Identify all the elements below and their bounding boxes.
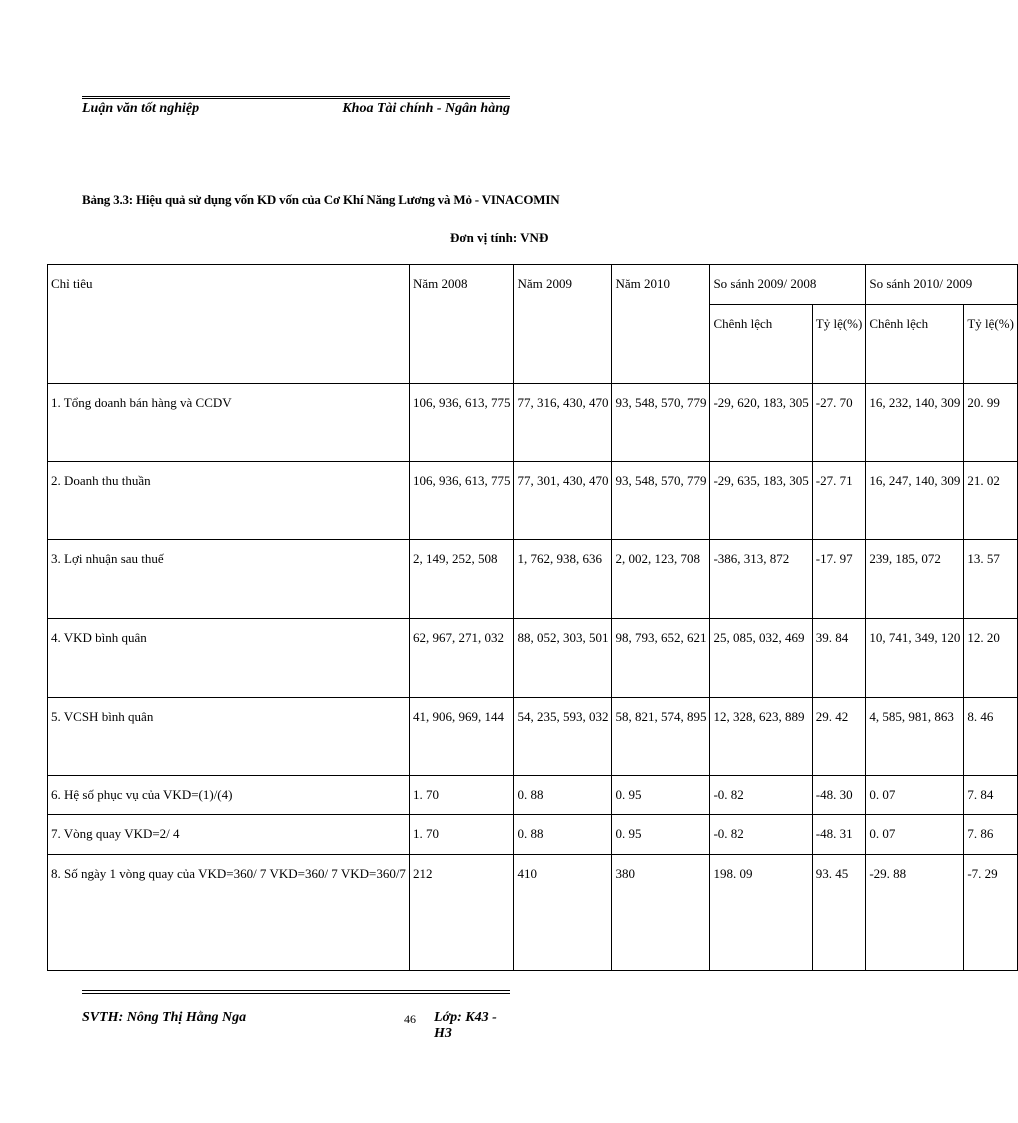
ratio-2010-2009: 8. 46 xyxy=(964,698,1018,776)
diff-2009-2008: -386, 313, 872 xyxy=(710,540,812,619)
col-header-2008: Năm 2008 xyxy=(409,265,514,384)
row-label: 6. Hệ số phục vụ của VKD=(1)/(4) xyxy=(48,776,410,815)
col-header-2010: Năm 2010 xyxy=(612,265,710,384)
ratio-2010-2009: 13. 57 xyxy=(964,540,1018,619)
ratio-2010-2009: 7. 84 xyxy=(964,776,1018,815)
col-header-compare-2010-2009: So sánh 2010/ 2009 xyxy=(866,265,1018,305)
value-2008: 212 xyxy=(409,855,514,971)
row-label: 1. Tổng doanh bán hàng và CCDV xyxy=(48,384,410,462)
diff-2009-2008: -0. 82 xyxy=(710,815,812,855)
ratio-2009-2008: -27. 71 xyxy=(812,462,866,540)
diff-2009-2008: 198. 09 xyxy=(710,855,812,971)
diff-2010-2009: 4, 585, 981, 863 xyxy=(866,698,964,776)
ratio-2009-2008: -17. 97 xyxy=(812,540,866,619)
value-2008: 1. 70 xyxy=(409,776,514,815)
ratio-2010-2009: -7. 29 xyxy=(964,855,1018,971)
row-label: 8. Số ngày 1 vòng quay của VKD=360/ 7 VKD=360/ 7 VKD=360/7 xyxy=(48,855,410,971)
ratio-2009-2008: 93. 45 xyxy=(812,855,866,971)
ratio-2009-2008: -48. 31 xyxy=(812,815,866,855)
value-2009: 1, 762, 938, 636 xyxy=(514,540,612,619)
diff-2010-2009: 10, 741, 349, 120 xyxy=(866,619,964,698)
footer-student-label: SVTH: Nông Thị Hằng Nga xyxy=(82,1010,247,1025)
diff-2010-2009: -29. 88 xyxy=(866,855,964,971)
value-2010: 93, 548, 570, 779 xyxy=(612,462,710,540)
col-header-diff-1: Chênh lệch xyxy=(710,305,812,384)
col-header-diff-2: Chênh lệch xyxy=(866,305,964,384)
value-2010: 93, 548, 570, 779 xyxy=(612,384,710,462)
table-row xyxy=(48,815,1018,855)
row-label: 3. Lợi nhuận sau thuế xyxy=(48,540,410,619)
ratio-2010-2009: 20. 99 xyxy=(964,384,1018,462)
ratio-2010-2009: 7. 86 xyxy=(964,815,1018,855)
value-2008: 106, 936, 613, 775 xyxy=(409,384,514,462)
value-2008: 41, 906, 969, 144 xyxy=(409,698,514,776)
col-header-indicator: Chỉ tiêu xyxy=(48,265,410,384)
efficiency-table xyxy=(47,264,1018,971)
table-title: Bảng 3.3: Hiệu quả sử dụng vốn KD vốn của Cơ Khí Năng Lương và Mỏ - VINACOMIN xyxy=(82,192,560,207)
diff-2010-2009: 0. 07 xyxy=(866,776,964,815)
diff-2009-2008: 12, 328, 623, 889 xyxy=(710,698,812,776)
value-2010: 58, 821, 574, 895 xyxy=(612,698,710,776)
value-2010: 0. 95 xyxy=(612,776,710,815)
value-2008: 2, 149, 252, 508 xyxy=(409,540,514,619)
diff-2010-2009: 0. 07 xyxy=(866,815,964,855)
value-2010: 98, 793, 652, 621 xyxy=(612,619,710,698)
table-row xyxy=(48,540,1018,619)
diff-2009-2008: -29, 620, 183, 305 xyxy=(710,384,812,462)
value-2009: 0. 88 xyxy=(514,776,612,815)
ratio-2009-2008: -48. 30 xyxy=(812,776,866,815)
footer-class-label: Lớp: K43 - H3 xyxy=(434,1010,497,1041)
ratio-2009-2008: 29. 42 xyxy=(812,698,866,776)
table-row xyxy=(48,462,1018,540)
diff-2009-2008: -29, 635, 183, 305 xyxy=(710,462,812,540)
value-2009: 77, 316, 430, 470 xyxy=(514,384,612,462)
table-row xyxy=(48,776,1018,815)
unit-label: Đơn vị tính: VNĐ xyxy=(450,230,549,245)
diff-2010-2009: 239, 185, 072 xyxy=(866,540,964,619)
table-row xyxy=(48,855,1018,971)
table-row xyxy=(48,619,1018,698)
page-number: 46 xyxy=(404,1012,416,1026)
table-row xyxy=(48,384,1018,462)
value-2008: 1. 70 xyxy=(409,815,514,855)
value-2009: 0. 88 xyxy=(514,815,612,855)
header-faculty-label: Khoa Tài chính - Ngân hàng xyxy=(342,101,510,116)
diff-2010-2009: 16, 232, 140, 309 xyxy=(866,384,964,462)
row-label: 2. Doanh thu thuần xyxy=(48,462,410,540)
ratio-2009-2008: 39. 84 xyxy=(812,619,866,698)
diff-2009-2008: 25, 085, 032, 469 xyxy=(710,619,812,698)
row-label: 7. Vòng quay VKD=2/ 4 xyxy=(48,815,410,855)
col-header-ratio-2: Tỷ lệ(%) xyxy=(964,305,1018,384)
row-label: 5. VCSH bình quân xyxy=(48,698,410,776)
header-thesis-label: Luận văn tốt nghiệp xyxy=(82,101,200,116)
page-footer xyxy=(82,990,510,1041)
value-2010: 2, 002, 123, 708 xyxy=(612,540,710,619)
value-2010: 380 xyxy=(612,855,710,971)
ratio-2010-2009: 12. 20 xyxy=(964,619,1018,698)
col-header-compare-2009-2008: So sánh 2009/ 2008 xyxy=(710,265,866,305)
diff-2010-2009: 16, 247, 140, 309 xyxy=(866,462,964,540)
value-2008: 106, 936, 613, 775 xyxy=(409,462,514,540)
page-header xyxy=(82,96,510,125)
value-2009: 88, 052, 303, 501 xyxy=(514,619,612,698)
table-row xyxy=(48,698,1018,776)
ratio-2009-2008: -27. 70 xyxy=(812,384,866,462)
value-2009: 410 xyxy=(514,855,612,971)
value-2009: 77, 301, 430, 470 xyxy=(514,462,612,540)
value-2009: 54, 235, 593, 032 xyxy=(514,698,612,776)
value-2010: 0. 95 xyxy=(612,815,710,855)
row-label: 4. VKD bình quân xyxy=(48,619,410,698)
diff-2009-2008: -0. 82 xyxy=(710,776,812,815)
col-header-2009: Năm 2009 xyxy=(514,265,612,384)
col-header-ratio-1: Tỷ lệ(%) xyxy=(812,305,866,384)
ratio-2010-2009: 21. 02 xyxy=(964,462,1018,540)
value-2008: 62, 967, 271, 032 xyxy=(409,619,514,698)
